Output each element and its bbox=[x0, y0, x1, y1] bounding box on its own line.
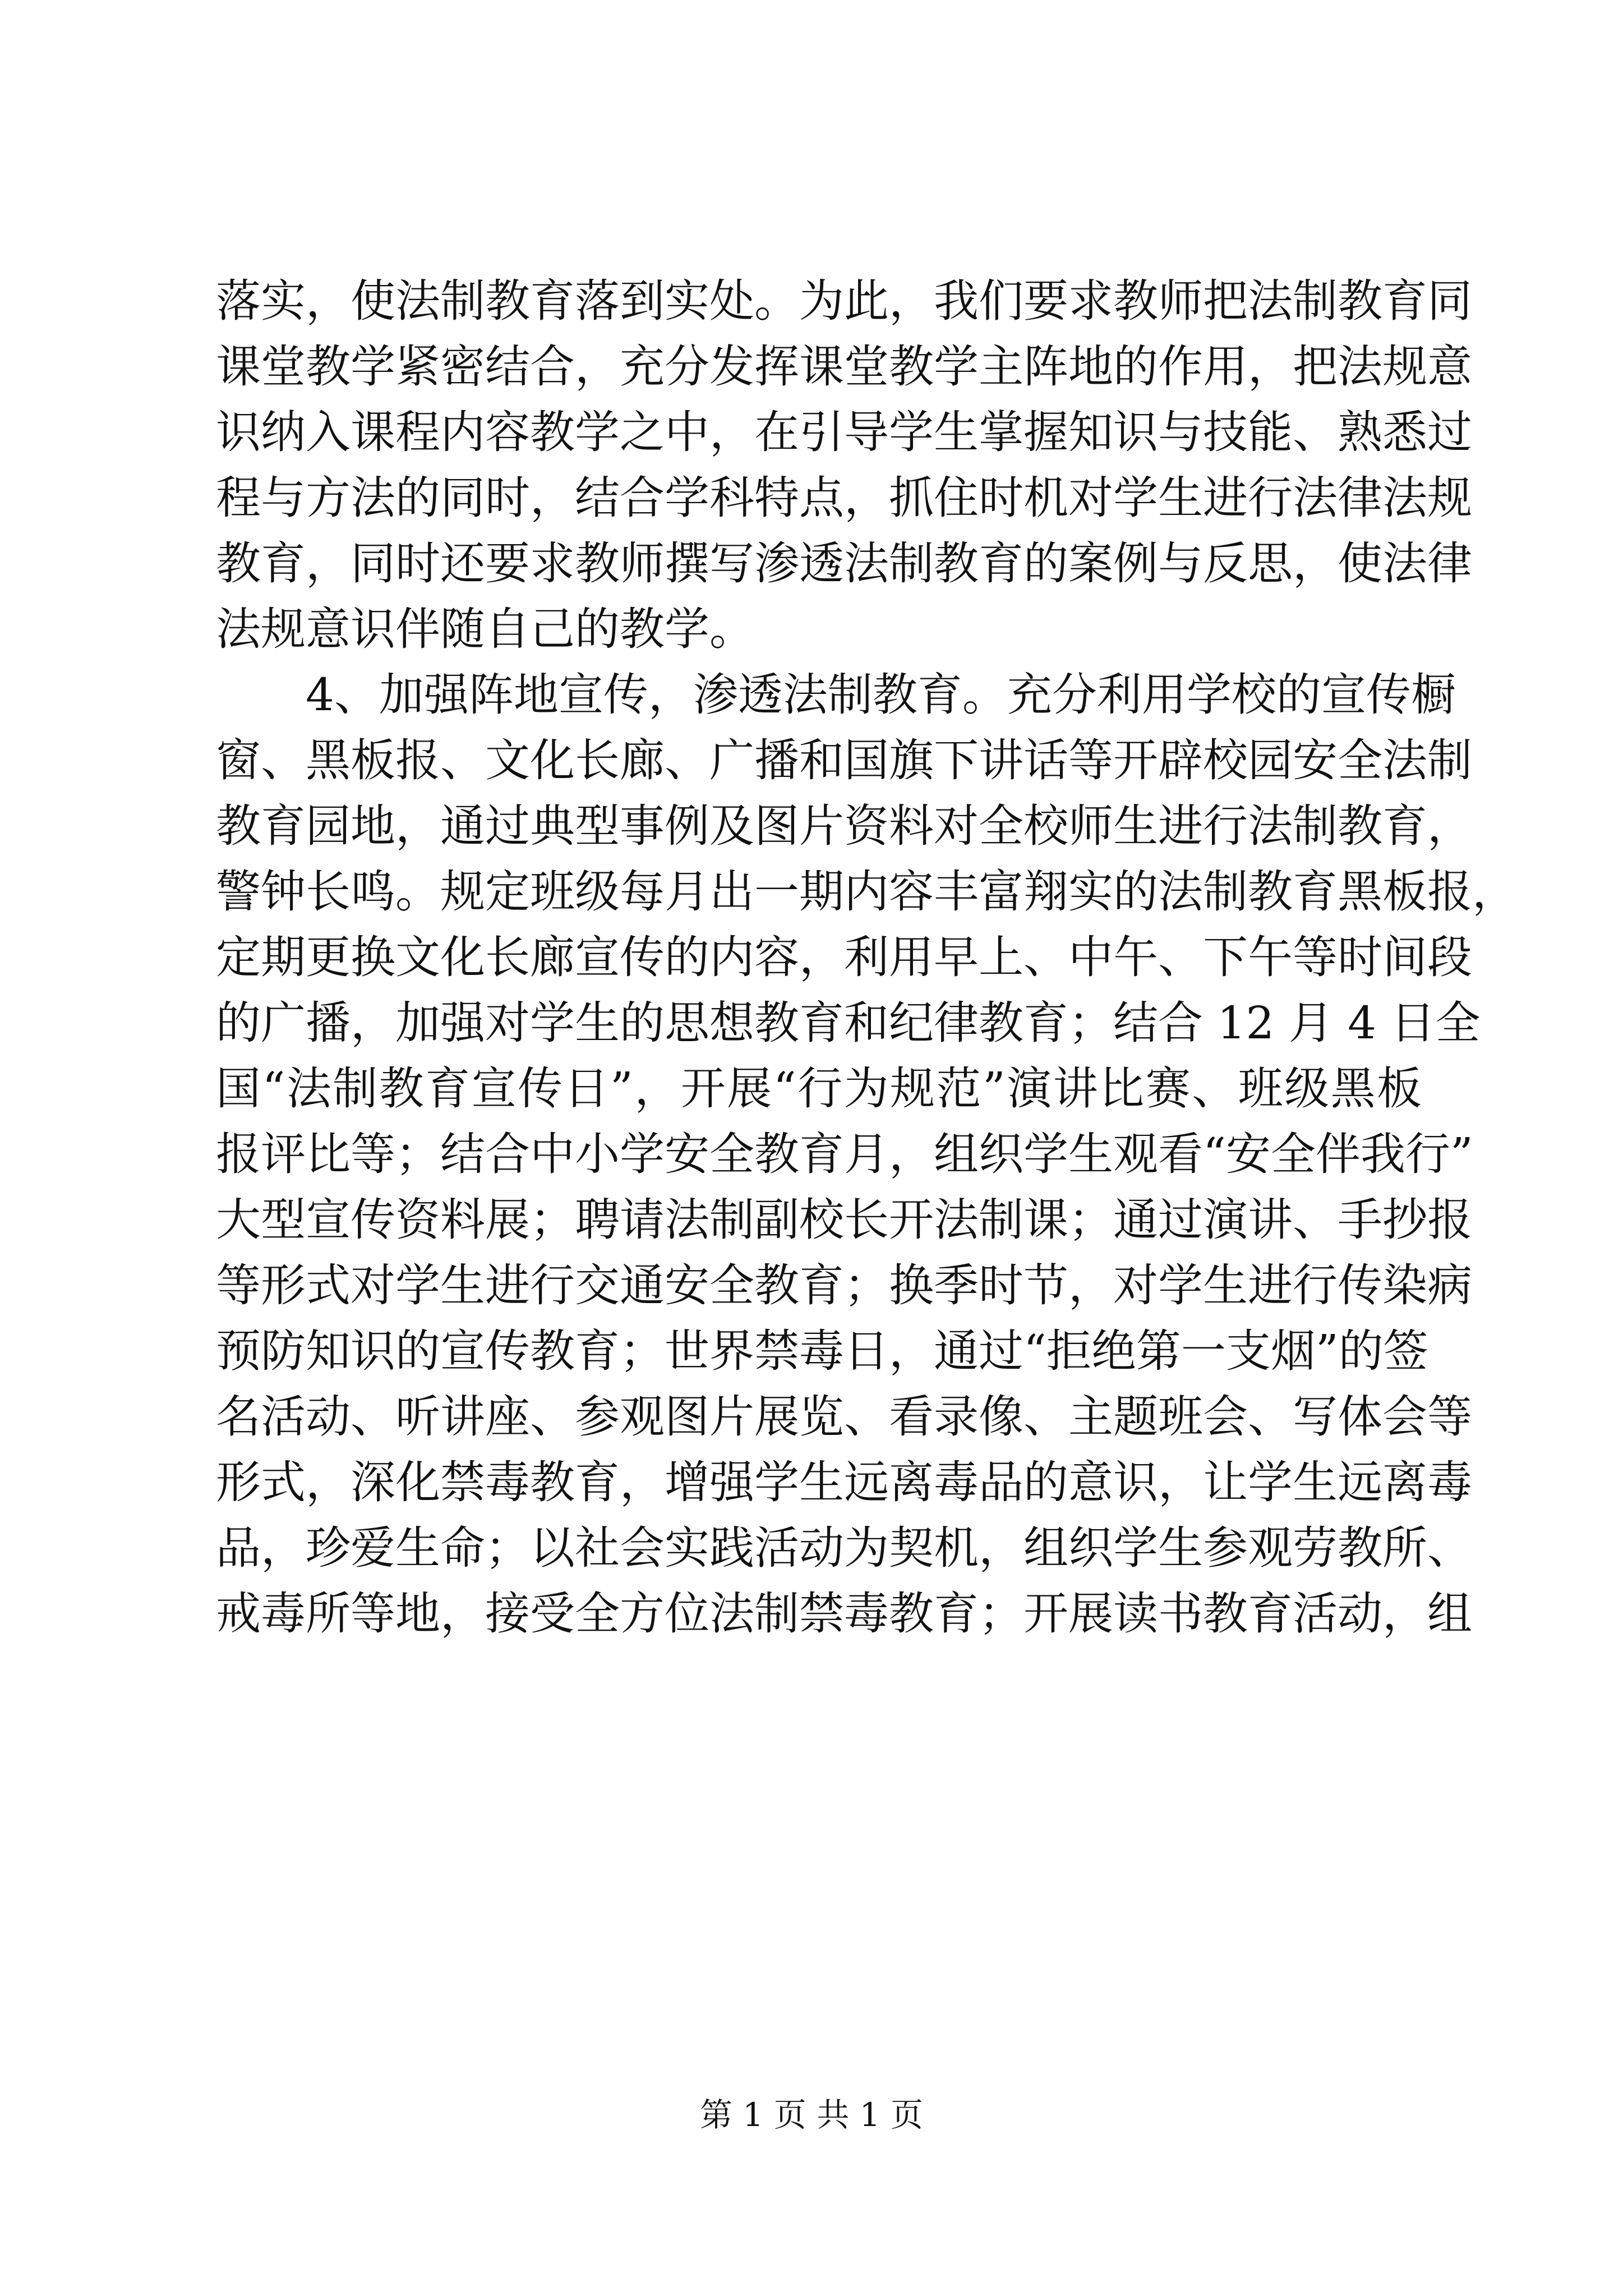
text-line: 程与方法的同时，结合学科特点，抓住时机对学生进行法律法规 bbox=[216, 472, 1472, 524]
text-line: 国“法制教育宣传日”，开展“行为规范”演讲比赛、班级黑板 bbox=[216, 1062, 1422, 1115]
text-line: 教育园地，通过典型事例及图片资料对全校师生进行法制教育， bbox=[216, 800, 1472, 852]
text-line: 识纳入课程内容教学之中，在引导学生掌握知识与技能、熟悉过 bbox=[216, 406, 1472, 458]
page-footer: 第 1 页 共 1 页 bbox=[700, 2096, 923, 2134]
text-line: 预防知识的宣传教育；世界禁毒日，通过“拒绝第一支烟”的签 bbox=[216, 1325, 1428, 1377]
text-line: 等形式对学生进行交通安全教育；换季时节，对学生进行传染病 bbox=[216, 1259, 1472, 1312]
document-body bbox=[216, 268, 1517, 1646]
text-line: 教育，同时还要求教师撰写渗透法制教育的案例与反思，使法律 bbox=[216, 537, 1472, 590]
text-line: 品，珍爱生命；以社会实践活动为契机，组织学生参观劳教所、 bbox=[216, 1522, 1472, 1574]
text-line: 警钟长鸣。规定班级每月出一期内容丰富翔实的法制教育黑板报， bbox=[216, 866, 1517, 918]
text-line: 大型宣传资料展；聘请法制副校长开法制课；通过演讲、手抄报 bbox=[216, 1194, 1472, 1246]
text-line: 名活动、听讲座、参观图片展览、看录像、主题班会、写体会等 bbox=[216, 1391, 1472, 1443]
paragraph bbox=[216, 268, 1472, 662]
text-line: 法规意识伴随自己的教学。 bbox=[216, 603, 754, 655]
text-line: 课堂教学紧密结合，充分发挥课堂教学主阵地的作用，把法规意 bbox=[216, 341, 1472, 393]
text-line: 戒毒所等地，接受全方位法制禁毒教育；开展读书教育活动，组 bbox=[216, 1588, 1472, 1640]
text-line: 窗、黑板报、文化长廊、广播和国旗下讲话等开辟校园安全法制 bbox=[216, 734, 1472, 786]
paragraph bbox=[216, 662, 1517, 1646]
text-line: 定期更换文化长廊宣传的内容，利用早上、中午、下午等时间段 bbox=[216, 931, 1472, 983]
text-line: 报评比等；结合中小学安全教育月，组织学生观看“安全伴我行” bbox=[216, 1128, 1473, 1180]
text-line: 的广播，加强对学生的思想教育和纪律教育；结合 12 月 4 日全 bbox=[216, 997, 1481, 1049]
text-line: 4、加强阵地宣传，渗透法制教育。充分利用学校的宣传橱 bbox=[306, 669, 1456, 721]
text-line: 形式，深化禁毒教育，增强学生远离毒品的意识，让学生远离毒 bbox=[216, 1456, 1472, 1508]
text-line: 落实，使法制教育落到实处。为此，我们要求教师把法制教育同 bbox=[216, 275, 1472, 327]
